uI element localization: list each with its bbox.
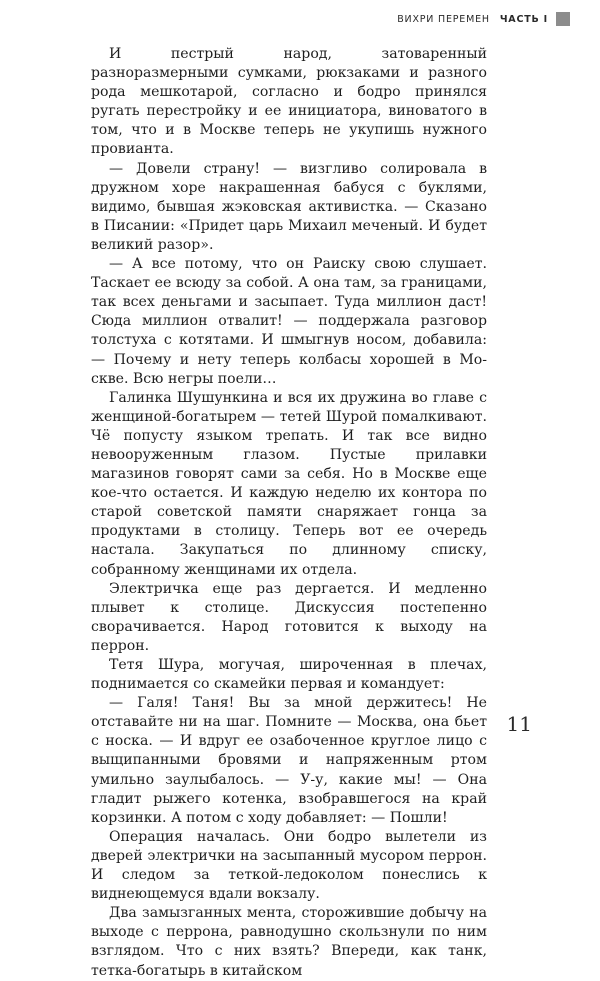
running-head — [397, 12, 570, 26]
part-label: ЧАСТЬ I — [499, 13, 548, 25]
paragraph: Электричка еще раз дергается. И медленно плывет к столице. Дискуссия постепенно сворачивается. Народ готовится к выходу на перрон. — [91, 580, 487, 654]
page-number: 11 — [506, 712, 532, 736]
paragraph: — А все потому, что он Раиску свою слушает. Таскает ее всюду за собой. А она там, за границами, так всех деньгами и засыпает. Туда миллион даст! Сюда миллион отвалит! — поддержала разговор толстуха с котятами. И шмыгнув носом, добавила: — Почему и нету теперь колбасы хорошей в Москве. Всю негры поели… — [91, 256, 487, 387]
body-text — [91, 45, 487, 981]
section-marker — [556, 12, 570, 26]
paragraph: — Галя! Таня! Вы за мной держитесь! Не отставайте ни на шаг. Помните — Москва, она бьет с носка. — И вдруг ее озабоченное круглое лицо с выщипанными бровями и напряженным ртом умильно заулыбалось. — У-у, какие мы! — Она гладит рыжего котенка, взобравшегося на край корзинки. А потом с ходу добавляет: — Пошли! — [91, 695, 487, 826]
paragraph: Тетя Шура, могучая, широченная в плечах, поднимается со скамейки первая и командует: — [91, 657, 487, 693]
paragraph: Два замызганных мента, сторожившие добычу на выходе с перрона, равнодушно скользнули по ним взглядом. Что с них взять? Впереди, как танк, тетка-богатырь в китайском — [91, 905, 487, 979]
paragraph: И пестрый народ, затоваренный разноразмерными сумками, рюкзаками и разного рода мешкотарой, согласно и бодро принялся ругать перестройку и ее инициатора, виноватого в том, что и в Москве теперь не укупишь нужного провианта. — [91, 46, 487, 158]
paragraph: — Довели страну! — визгливо солировала в дружном хоре накрашенная бабуся с буклями, видимо, бывшая жэковская активистка. — Сказано в Писании: «Придет царь Михаил меченый. И будет великий разор». — [91, 160, 487, 253]
paragraph: Галинка Шушункина и вся их дружина во главе с женщиной-богатырем — тетей Шурой помалкивают. Чё попусту языком трепать. И так все видно невооруженным глазом. Пустые прилавки магазинов говорят сами за себя. Но в Москве еще кое-что остается. И каждую неделю их контора по старой советской памяти снаряжает гонца за продуктами в столицу. Теперь вот ее очередь настала. Закупаться по длинному списку, собранному женщинами их отдела. — [91, 389, 487, 578]
paragraph: Операция началась. Они бодро вылетели из дверей электрички на засыпанный мусором перрон. И следом за теткой-ледоколом понеслись к виднеющемуся вдали вокзалу. — [91, 828, 487, 903]
book-title: ВИХРИ ПЕРЕМЕН — [397, 13, 490, 25]
